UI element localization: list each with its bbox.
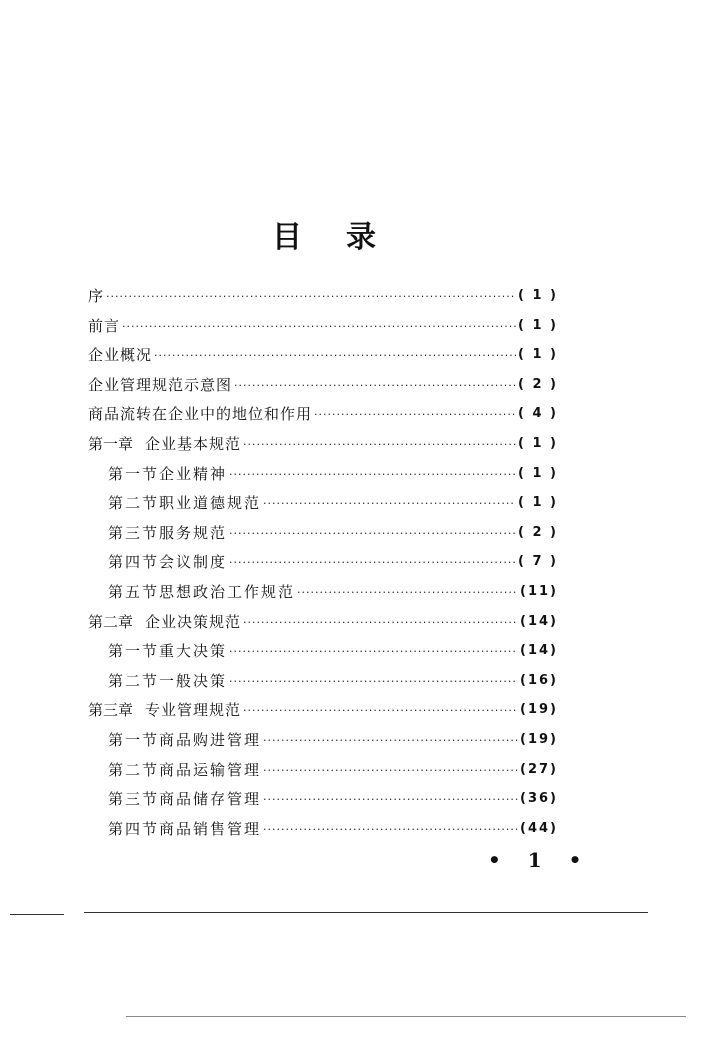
toc-leader-dots — [122, 315, 516, 339]
toc-page-number: ( 1 ) — [518, 436, 558, 451]
toc-page-number: ( 2 ) — [518, 376, 558, 392]
toc-entry — [108, 639, 558, 663]
toc-entry-title: 企业决策规范 — [145, 612, 242, 631]
toc-page-number: (11) — [520, 584, 558, 599]
toc-leader-dots — [106, 285, 516, 309]
toc-leader-dots — [229, 463, 516, 487]
toc-leader-dots — [229, 522, 516, 546]
toc-entry-title: 商品流转在企业中的地位和作用 — [88, 405, 313, 424]
toc-section-number: 第四节 — [108, 819, 160, 838]
toc-leader-dots — [229, 670, 518, 694]
toc-entry — [108, 580, 558, 604]
toc-entry — [88, 610, 558, 634]
toc-leader-dots — [263, 729, 518, 753]
toc-entry-title: 序 — [88, 287, 105, 305]
toc-entry-title: 前言 — [88, 316, 121, 335]
toc-leader-dots — [243, 699, 518, 723]
toc-entry-title: 商品购进管理 — [159, 731, 262, 749]
toc-entry-title: 企业管理规范示意图 — [88, 375, 233, 394]
toc-entry — [88, 314, 558, 338]
toc-page-number: ( 1 ) — [518, 347, 558, 363]
toc-page-number: (19) — [520, 702, 558, 718]
toc-leader-dots — [314, 403, 516, 427]
toc-leader-dots — [234, 374, 516, 398]
toc-leader-dots — [243, 611, 518, 635]
toc-leader-dots — [263, 788, 518, 812]
bottom-rule-3 — [126, 1016, 686, 1017]
toc-leader-dots — [263, 492, 516, 516]
toc-section-number: 第三节 — [108, 790, 160, 809]
toc-section-number: 第四节 — [108, 553, 160, 572]
toc-entry — [108, 491, 558, 515]
toc-leader-dots — [243, 433, 516, 457]
toc-entry — [88, 284, 558, 308]
toc-entry — [88, 432, 558, 456]
toc-entry-title: 企业概况 — [88, 346, 153, 365]
toc-section-number: 第二节 — [108, 494, 160, 513]
toc-chapter-number: 第一章 — [88, 435, 134, 453]
toc-entry — [108, 728, 558, 752]
page-number: • 1 • — [488, 848, 592, 872]
toc-section-number: 第一节 — [108, 642, 160, 661]
toc-entry-title: 重大决策 — [159, 642, 228, 661]
toc-page-number: (36) — [520, 791, 558, 807]
toc-entry — [108, 550, 558, 574]
toc-page-number: ( 1 ) — [518, 495, 558, 511]
toc-entry-title: 思想政治工作规范 — [159, 583, 296, 601]
toc-section-number: 第二节 — [108, 760, 160, 779]
toc-entry — [88, 698, 558, 722]
toc-page-number: (16) — [520, 672, 558, 688]
toc-entry — [108, 669, 558, 693]
toc-entry — [108, 817, 558, 841]
toc-section-number: 第一节 — [108, 464, 160, 483]
page-title-char-1: 目 — [272, 220, 302, 255]
toc-page-number: (14) — [520, 613, 558, 629]
toc-page-number: ( 2 ) — [518, 524, 558, 540]
toc-entry-title: 商品销售管理 — [159, 819, 262, 838]
toc-entry — [88, 343, 558, 367]
toc-entry — [108, 521, 558, 545]
toc-page-number: ( 7 ) — [518, 554, 558, 570]
toc-chapter-number: 第三章 — [88, 701, 134, 720]
toc-entry-title: 一般决策 — [159, 671, 228, 690]
toc-page-number: ( 4 ) — [518, 406, 558, 422]
toc-entry — [108, 758, 558, 782]
page-title-char-2: 录 — [346, 220, 376, 255]
toc-leader-dots — [229, 551, 516, 575]
toc-leader-dots — [154, 344, 516, 368]
toc-section-number: 第二节 — [108, 671, 160, 690]
toc-entry — [108, 787, 558, 811]
toc-leader-dots — [263, 818, 518, 842]
toc-entry-title: 商品储存管理 — [159, 790, 262, 809]
toc-leader-dots — [297, 581, 518, 605]
toc-entry-title: 职业道德规范 — [159, 494, 262, 513]
toc-page-number: (14) — [520, 643, 558, 659]
toc-entry — [108, 462, 558, 486]
bottom-rule-2 — [84, 912, 648, 913]
toc-entry-title: 企业基本规范 — [145, 435, 242, 453]
toc-entry-title: 服务规范 — [159, 523, 228, 542]
toc-entry-title: 企业精神 — [159, 464, 228, 483]
toc-entry — [88, 373, 558, 397]
toc-entry — [88, 402, 558, 426]
toc-page-number: (27) — [520, 761, 558, 777]
toc-page-number: ( 1 ) — [518, 465, 558, 481]
toc-entry-title: 专业管理规范 — [145, 701, 242, 720]
toc-page-number: ( 1 ) — [518, 288, 558, 303]
toc-section-number: 第五节 — [108, 583, 160, 601]
toc-section-number: 第三节 — [108, 523, 160, 542]
toc-entry-title: 会议制度 — [159, 553, 228, 572]
toc-page-number: ( 1 ) — [518, 317, 558, 333]
toc-leader-dots — [229, 640, 518, 664]
toc-chapter-number: 第二章 — [88, 612, 134, 631]
toc-page-number: (44) — [520, 820, 558, 836]
toc-leader-dots — [263, 759, 518, 783]
toc-page-number: (19) — [520, 732, 558, 747]
bottom-rule-1 — [10, 914, 64, 915]
toc-section-number: 第一节 — [108, 731, 160, 749]
toc-entry-title: 商品运输管理 — [159, 760, 262, 779]
